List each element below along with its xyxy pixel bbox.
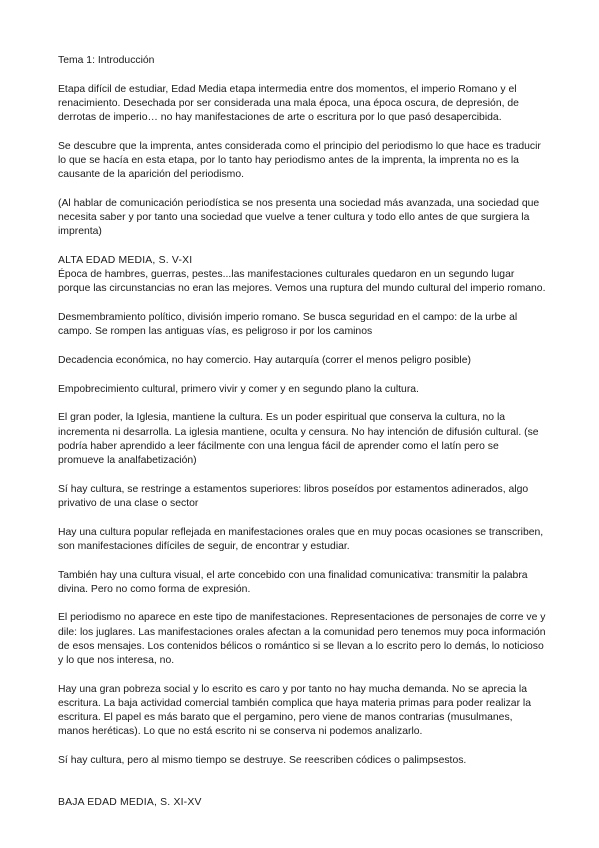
section-heading-alta-edad-media: ALTA EDAD MEDIA, S. V-XI bbox=[58, 255, 193, 267]
section1-paragraph-10: Hay una gran pobreza social y lo escrito es caro y por tanto no hay mucha demanda. No se aprecia la escritura. La baja actividad comercial también complica que haya materia primas para poder realizar la escritura. El papel es más barato que el pergamino, pero viene de manos contrarias (musulmanes, manos heréticas). Lo que no está escrito ni se conserva ni podemos analizarlo. bbox=[58, 683, 532, 738]
section1-paragraph-6: Sí hay cultura, se restringe a estamentos superiores: libros poseídos por estamentos adinerados, algo privativo de una clase o sector bbox=[58, 483, 529, 509]
document-page bbox=[58, 54, 546, 811]
section1-paragraph-2: Desmembramiento político, división imperio romano. Se busca seguridad en el campo: de la urbe al campo. Se rompen las antiguas vías, es peligroso ir por los caminos bbox=[58, 312, 518, 338]
section1-paragraph-4: Empobrecimiento cultural, primero vivir y comer y en segundo plano la cultura. bbox=[58, 383, 419, 395]
section1-paragraph-5: El gran poder, la Iglesia, mantiene la cultura. Es un poder espiritual que conserva la cultura, no la incrementa ni desarrolla. La iglesia mantiene, oculta y censura. No hay intención de difusión cultural. (se podría haber aprendido a leer fácilmente con una lengua fácil de aprender como el latín pero se promueve la analfabetización) bbox=[58, 412, 539, 467]
section1-paragraph-9: El periodismo no aparece en este tipo de manifestaciones. Representaciones de personajes de corre ve y dile: los juglares. Las manifestaciones orales afectan a la comunidad pero tenemos muy poca información de esos mensajes. Los contenidos bélicos o romántico si se llevan a lo escrito pero lo demás, lo noticioso y lo que nos interesa, no. bbox=[58, 612, 546, 667]
document-title: Tema 1: Introducción bbox=[58, 55, 155, 66]
section1-paragraph-1: Época de hambres, guerras, pestes...las manifestaciones culturales quedaron en un segundo lugar porque las circunstancias no eran las mejores. Vemos una ruptura del mundo cultural del imperio romano. bbox=[58, 269, 546, 295]
section1-paragraph-11: Sí hay cultura, pero al mismo tiempo se destruye. Se reescriben códices o palimpsestos. bbox=[58, 755, 467, 767]
intro-paragraph-2: Se descubre que la imprenta, antes considerada como el principio del periodismo lo que hace es traducir lo que se hacía en esta etapa, por lo tanto hay periodismo antes de la imprenta, la imprenta no es la causante de la aparición del periodismo. bbox=[58, 140, 541, 181]
section1-paragraph-3: Decadencia económica, no hay comercio. Hay autarquía (correr el menos peligro posible) bbox=[58, 355, 471, 367]
section1-paragraph-8: También hay una cultura visual, el arte concebido con una finalidad comunicativa: transmitir la palabra divina. Pero no como forma de expresión. bbox=[58, 569, 528, 595]
intro-paragraph-3: (Al hablar de comunicación periodística se nos presenta una sociedad más avanzada, una sociedad que necesita saber y por tanto una sociedad que vuelve a tener cultura y todo ello antes de que surgiera la imprenta) bbox=[58, 197, 540, 238]
section-heading-baja-edad-media: BAJA EDAD MEDIA, S. XI-XV bbox=[58, 797, 202, 809]
section1-paragraph-7: Hay una cultura popular reflejada en manifestaciones orales que en muy pocas ocasiones se transcriben, son manifestaciones difíciles de seguir, de encontrar y estudiar. bbox=[58, 526, 544, 552]
intro-paragraph-1: Etapa difícil de estudiar, Edad Media etapa intermedia entre dos momentos, el imperio Romano y el renacimiento. Desechada por ser considerada una mala época, una época oscura, de depresión, de derrotas de imperio… no hay manifestaciones de arte o escritura por lo que pasó desapercibida. bbox=[58, 83, 519, 124]
